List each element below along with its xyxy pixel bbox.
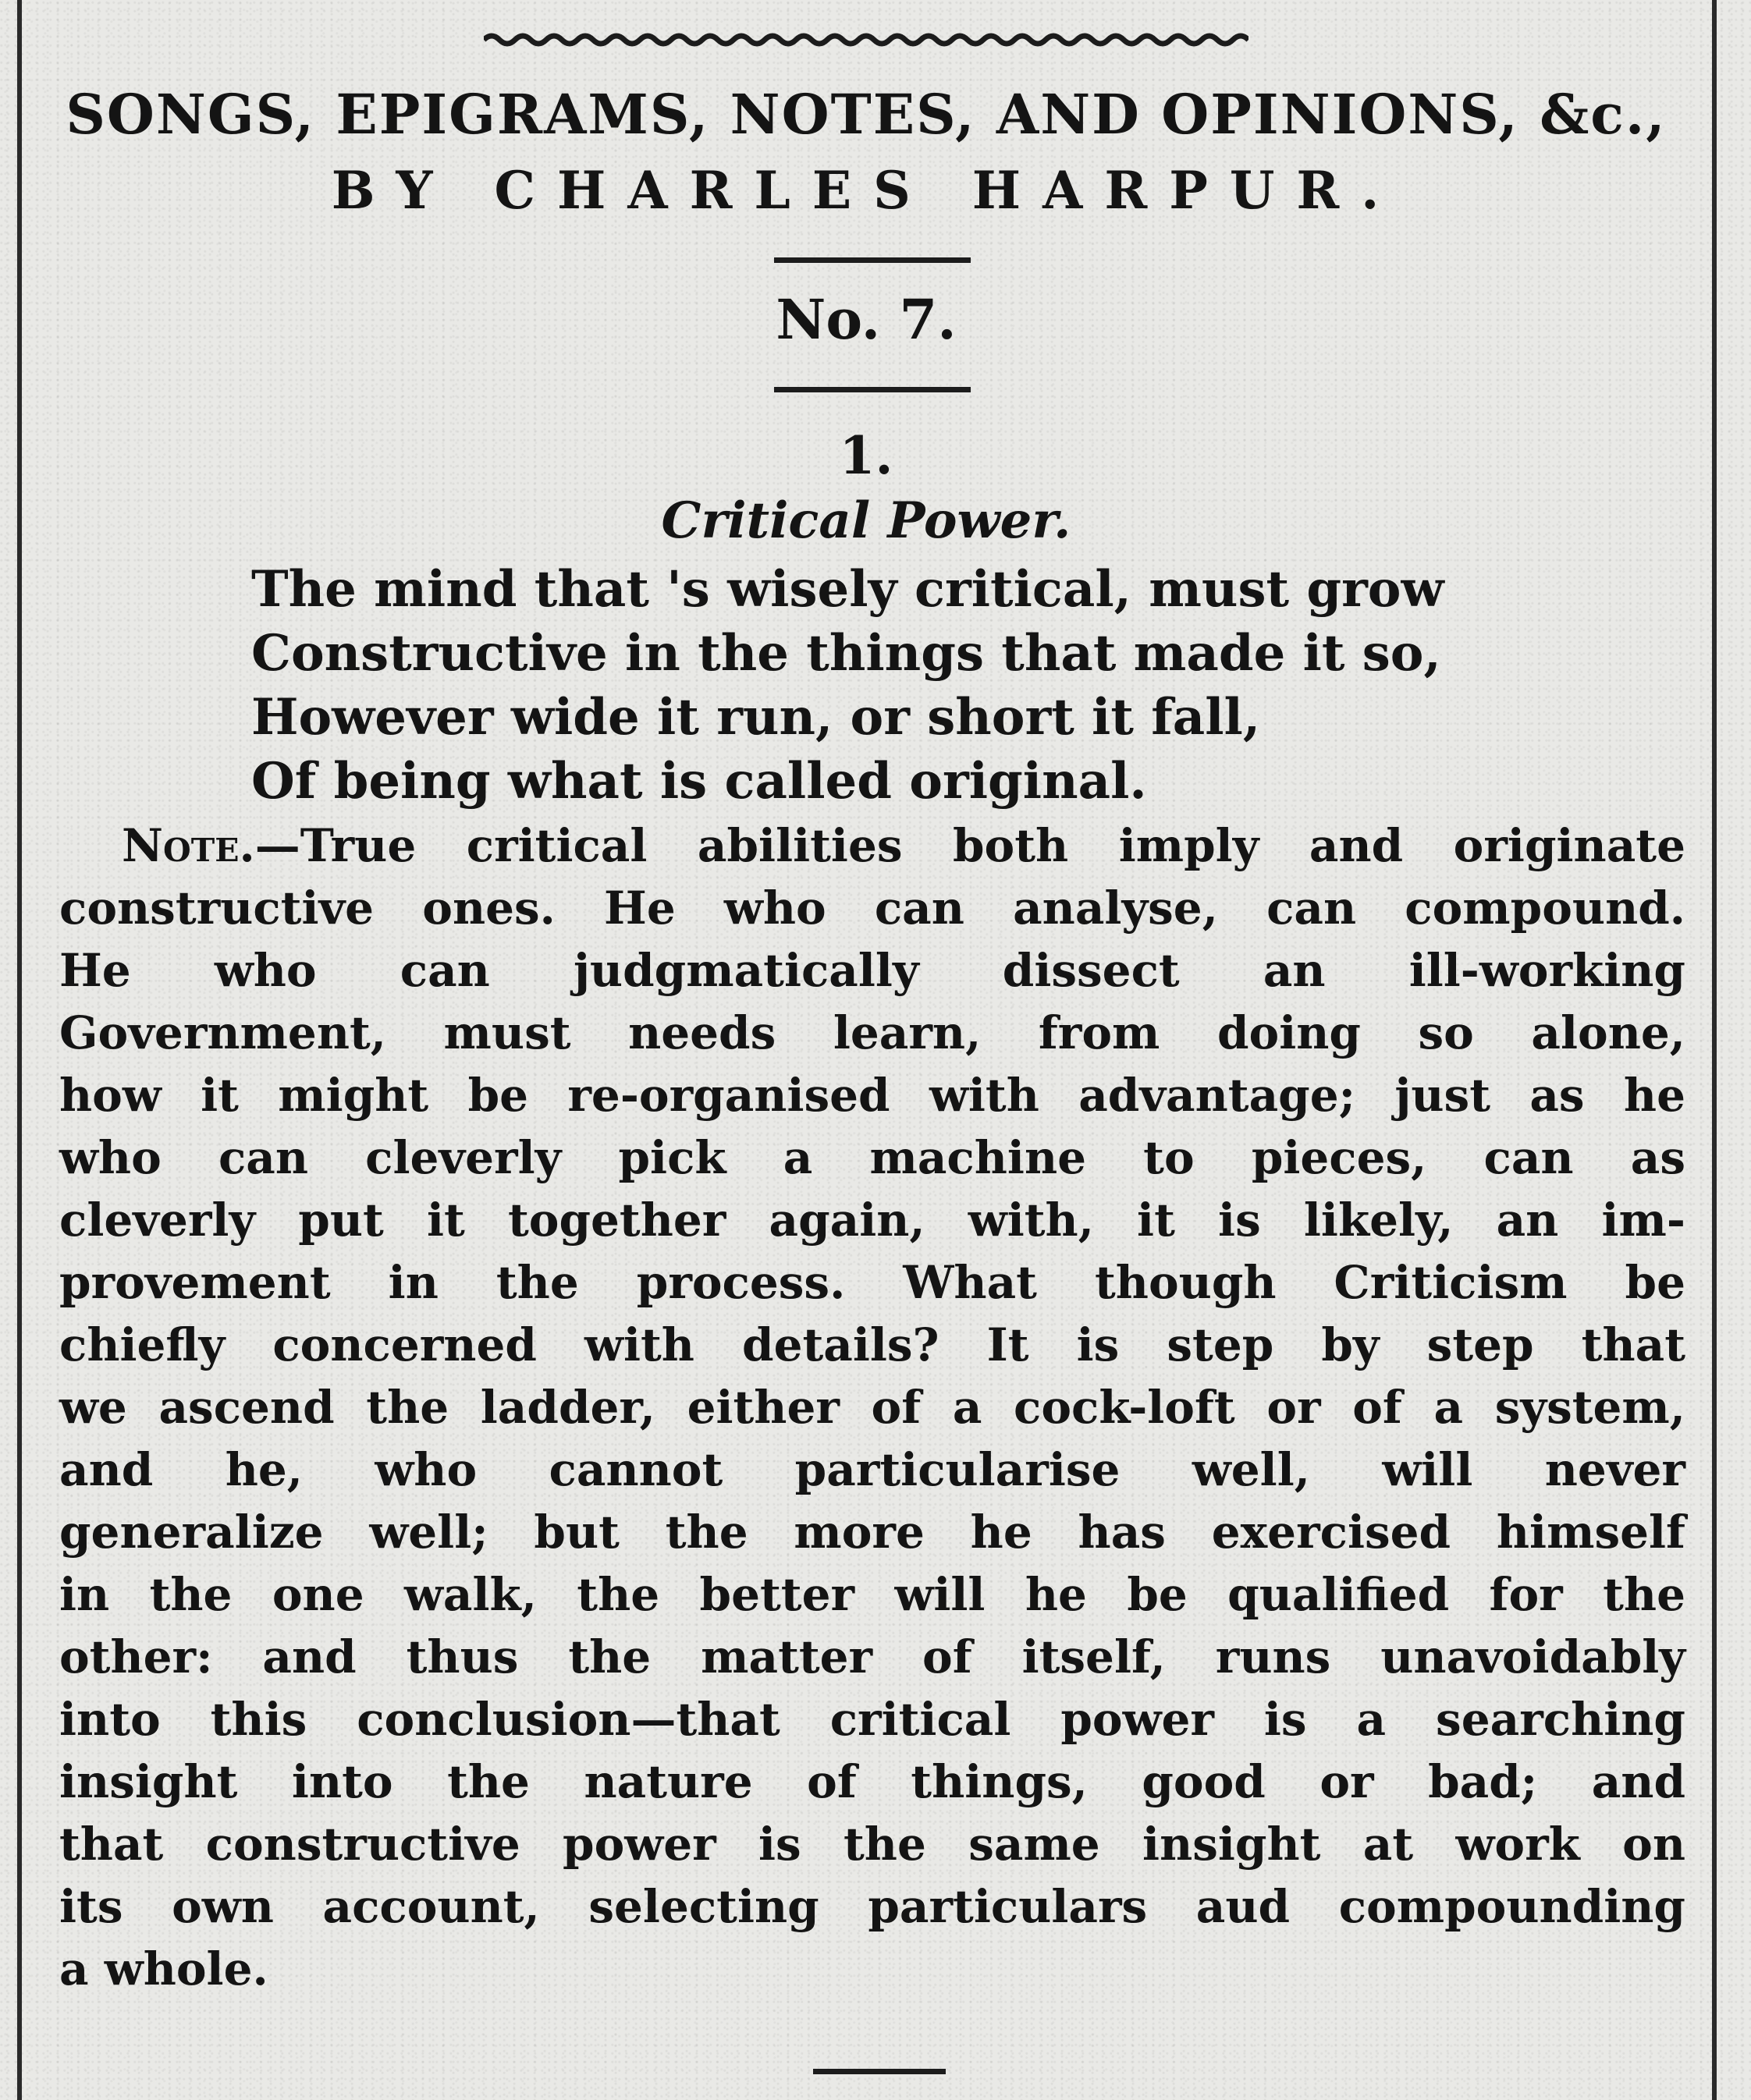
poem-title: Critical Power. (661, 491, 1071, 550)
divider-rule (774, 387, 971, 392)
note-line: its own account, selecting particulars aud compounding (59, 1880, 1685, 1933)
note-line: and he, who cannot particularise well, will never (59, 1443, 1685, 1496)
verse-line: Constructive in the things that made it so, (251, 624, 1441, 683)
issue-number: No. 7. (776, 287, 957, 352)
note-line: Note.—True critical abilities both imply and originate (122, 819, 1685, 872)
verse-line: However wide it run, or short it fall, (251, 688, 1261, 747)
note-line: how it might be re-organised with advantage; just as he (59, 1069, 1685, 1122)
note-label: Note. (122, 819, 255, 872)
note-line: provement in the process. What though Criticism be (59, 1256, 1685, 1309)
note-line: that constructive power is the same insight at work on (59, 1818, 1685, 1871)
note-line: generalize well; but the more he has exercised himself (59, 1506, 1685, 1559)
note-line: constructive ones. He who can analyse, can compound. (59, 882, 1685, 935)
note-line: we ascend the ladder, either of a cock-loft or of a system, (59, 1381, 1685, 1434)
verse-line: Of being what is called original. (251, 752, 1147, 811)
note-line: cleverly put it together again, with, it is likely, an im- (59, 1194, 1685, 1247)
item-number: 1. (839, 425, 893, 486)
note-line: in the one walk, the better will he be qualified for the (59, 1568, 1685, 1621)
note-line: chiefly concerned with details? It is step by step that (59, 1318, 1685, 1371)
note-line: Government, must needs learn, from doing so alone, (59, 1006, 1685, 1059)
end-rule (813, 2069, 946, 2074)
article-title: SONGS, EPIGRAMS, NOTES, AND OPINIONS, &c., (66, 82, 1667, 147)
note-line: insight into the nature of things, good or bad; and (59, 1755, 1685, 1808)
note-line: who can cleverly pick a machine to pieces, can as (59, 1131, 1685, 1184)
wavy-ornament-rule (484, 30, 1248, 50)
note-line: He who can judgmatically dissect an ill-working (59, 944, 1685, 997)
divider-rule (774, 257, 971, 263)
verse-line: The mind that 's wisely critical, must grow (251, 560, 1444, 619)
right-column-rule (1712, 0, 1717, 2100)
note-line: into this conclusion—that critical power is a searching (59, 1693, 1685, 1746)
left-column-rule (17, 0, 22, 2100)
note-line: a whole. (59, 1942, 268, 1995)
article-author: BY CHARLES HARPUR. (331, 160, 1401, 221)
note-line: other: and thus the matter of itself, runs unavoidably (59, 1630, 1685, 1683)
